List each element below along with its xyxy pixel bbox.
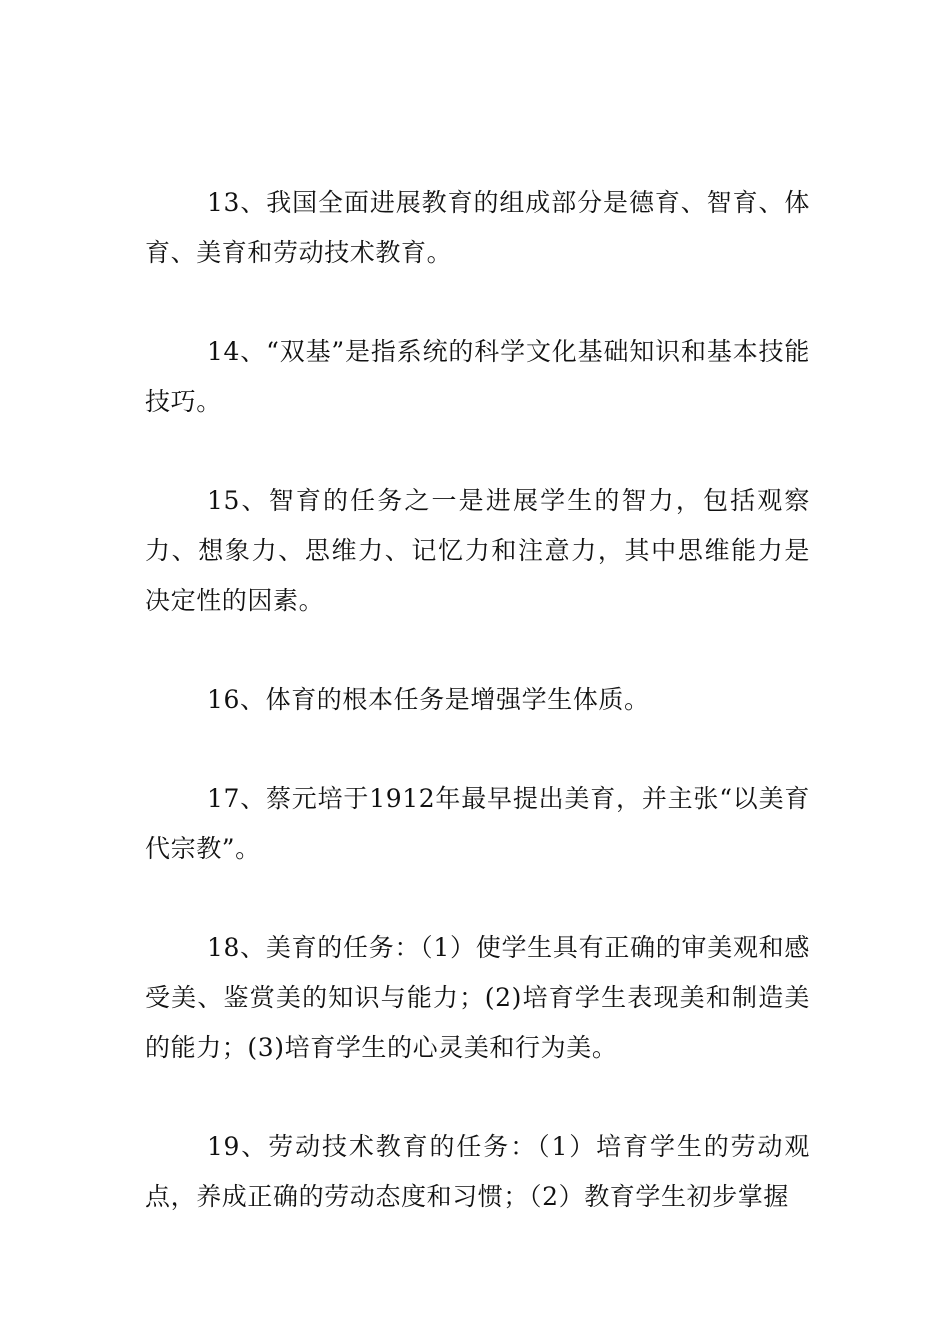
document-body (145, 178, 810, 1271)
paragraph-16: 16、体育的根本任务是增强学生体质。 (207, 685, 650, 714)
paragraph-18: 18、美育的任务：（1）使学生具有正确的审美观和感受美、鉴赏美的知识与能力；(2)培育学生表现美和制造美的能力；(3)培育学生的心灵美和行为美。 (145, 933, 810, 1062)
paragraph-15: 15、智育的任务之一是进展学生的智力，包括观察力、想象力、思维力、记忆力和注意力，其中思维能力是决定性的因素。 (145, 486, 810, 615)
paragraph-19: 19、劳动技术教育的任务：（1）培育学生的劳动观点，养成正确的劳动态度和习惯；（2）教育学生初步掌握 (145, 1132, 810, 1211)
paragraph-17: 17、蔡元培于1912年最早提出美育，并主张“以美育代宗教”。 (145, 784, 810, 863)
paragraph-13: 13、我国全面进展教育的组成部分是德育、智育、体育、美育和劳动技术教育。 (145, 188, 810, 267)
paragraph-14: 14、“双基”是指系统的科学文化基础知识和基本技能技巧。 (145, 337, 810, 416)
